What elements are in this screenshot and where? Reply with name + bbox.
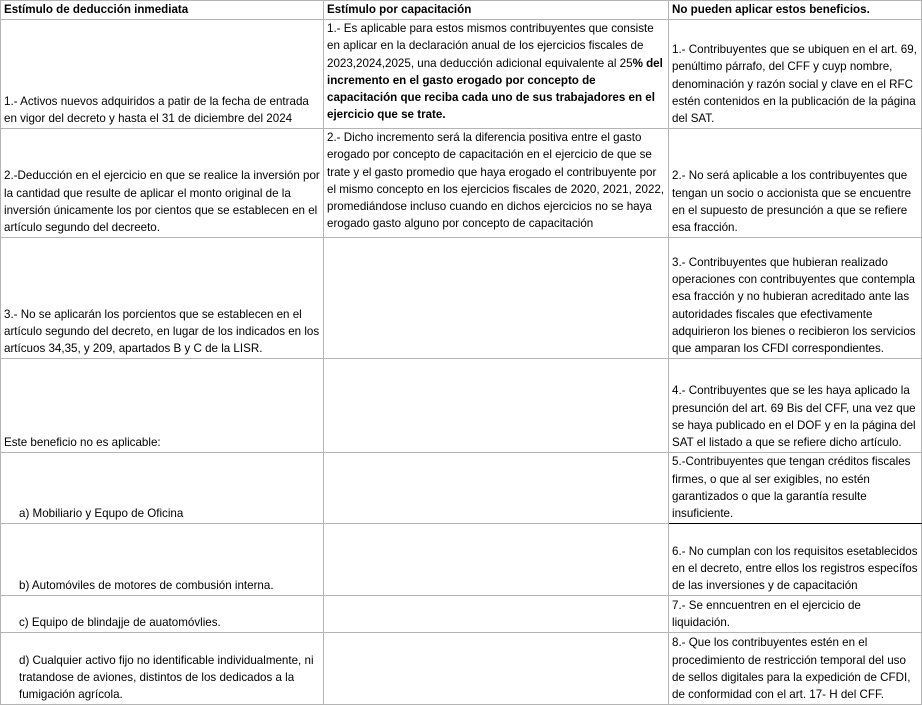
cell-not-eligible: 6.- No cumplan con los requisitos esetablecidos en el decreto, entre ellos los registros específos de las inversiones y de capacitación <box>669 524 922 596</box>
table-row <box>1 596 922 633</box>
training-text-bold: % del incremento en el gasto erogado por concepto de capacitación que reciba cada uno de sus trabajadores en el ejercicio que se trate. <box>327 56 663 122</box>
cell-training <box>324 20 669 129</box>
cell-deduction: a) Mobiliario y Equpo de Oficina <box>1 453 324 524</box>
header-not-eligible: No pueden aplicar estos beneficios. <box>669 1 922 20</box>
cell-training <box>324 359 669 453</box>
cell-deduction: c) Equipo de blindajje de auatomóvlies. <box>1 596 324 633</box>
cell-deduction: 2.-Deducción en el ejercicio en que se realice la inversión por la cantidad que resulte de aplicar el monto original de la inversión únicamente los por cientos que se establecen en el artículo segundo del decreeto. <box>1 129 324 238</box>
training-text: 1.- Es aplicable para estos mismos contribuyentes que consiste en aplicar en la declaración anual de los ejercicios fiscales de 2023,2024,2025, una deducción adicional equivalente al 25 <box>327 22 654 70</box>
cell-deduction: Este beneficio no es aplicable: <box>1 359 324 453</box>
cell-not-eligible: 8.- Que los contribuyentes estén en el procedimiento de restricción temporal del uso de sellos digitales para la expedición de CFDI, de conformidad con el art. 17- H del CFF. <box>669 633 922 705</box>
table-row <box>1 524 922 596</box>
cell-training <box>324 453 669 524</box>
cell-not-eligible: 2.- No será aplicable a los contribuyentes que tengan un socio o accionista que se encuentre en el supuesto de presunción a que se refiere esa fracción. <box>669 129 922 238</box>
cell-training: 2.- Dicho incremento será la diferencia positiva entre el gasto erogado por concepto de capacitación en el ejercicio de que se trate y el gasto promedio que haya erogado el contribuyente por el mismo concepto en los ejercicios fiscales de 2020, 2021, 2022, promediándose incluso cuando en dichos ejercicios no se haya erogado gasto alguno por concepto de capacitación <box>324 129 669 238</box>
cell-training <box>324 524 669 596</box>
table-row <box>1 238 922 359</box>
cell-not-eligible: 7.- Se enncuentren en el ejercicio de liquidación. <box>669 596 922 633</box>
table-row <box>1 453 922 524</box>
cell-not-eligible: 5.-Contribuyentes que tengan créditos fiscales firmes, o que al ser exigibles, no estén garantizados o que la garantía resulte insuficiente. <box>669 453 922 524</box>
cell-training <box>324 633 669 705</box>
cell-deduction: 1.- Activos nuevos adquiridos a patir de la fecha de entrada en vigor del decreto y hasta el 31 de diciembre del 2024 <box>1 20 324 129</box>
cell-deduction: d) Cualquier activo fijo no identificable individualmente, ni tratandose de aviones, distintos de los dedicados a la fumigación agrícola. <box>1 633 324 705</box>
table-row <box>1 20 922 129</box>
cell-not-eligible: 3.- Contribuyentes que hubieran realizado operaciones con contribuyentes que contempla esa fracción y no hubieran acreditado ante las autoridades fiscales que efectivamente adquirieron los bienes o recibieron los servicios que amparan los CFDI correspondientes. <box>669 238 922 359</box>
table-row <box>1 129 922 238</box>
cell-training <box>324 596 669 633</box>
cell-deduction: b) Automóviles de motores de combusión interna. <box>1 524 324 596</box>
header-training-stimulus: Estímulo por capacitación <box>324 1 669 20</box>
header-row <box>1 1 922 20</box>
cell-not-eligible: 1.- Contribuyentes que se ubiquen en el art. 69, penúltimo párrafo, del CFF y cuyp nombre, denominación y razón social y clave en el RFC estén contenidos en la publicación de la página del SAT. <box>669 20 922 129</box>
cell-deduction: 3.- No se aplicarán los porcientos que se establecen en el artículo segundo del decreto, en lugar de los indicados en los artícuos 34,35, y 209, apartados B y C de la LISR. <box>1 238 324 359</box>
cell-not-eligible: 4.- Contribuyentes que se les haya aplicado la presunción del art. 69 Bis del CFF, una vez que se haya publicado en el DOF y en la página del SAT el listado a que se refiere dicho artículo. <box>669 359 922 453</box>
cell-training <box>324 238 669 359</box>
table-row <box>1 359 922 453</box>
header-immediate-deduction: Estímulo de deducción inmediata <box>1 1 324 20</box>
table-row <box>1 633 922 705</box>
